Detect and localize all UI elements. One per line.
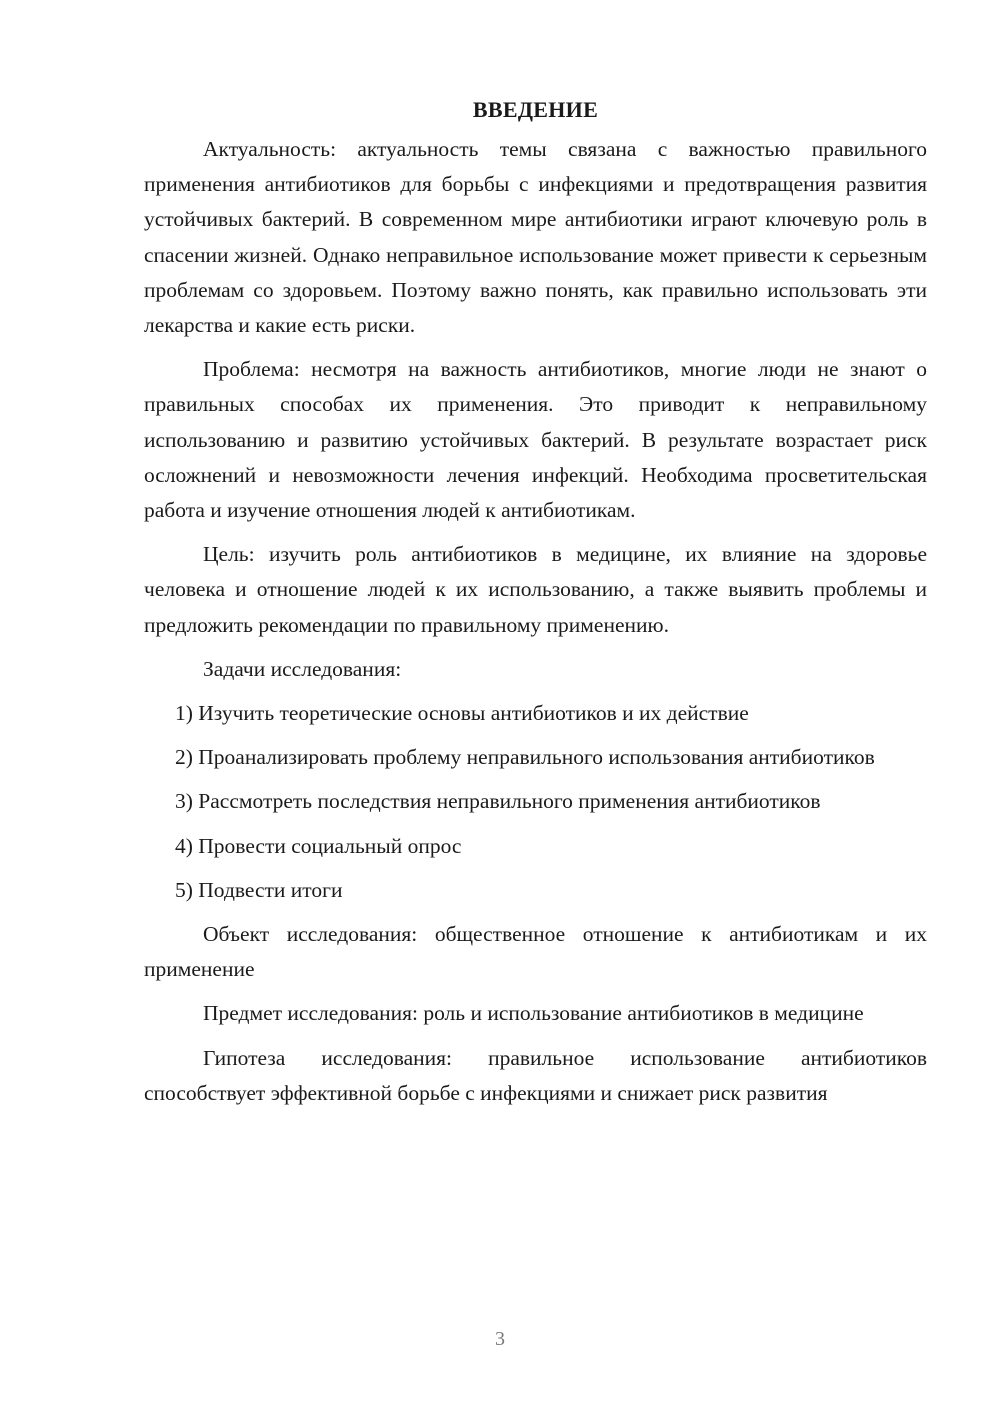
paragraph-subject: Предмет исследования: роль и использование антибиотиков в медицине (203, 1001, 864, 1026)
paragraph-object: Объект исследования: общественное отношение к антибиотикам и их применение (144, 922, 927, 982)
list-item: 2) Проанализировать проблему неправильного использования антибиотиков (175, 745, 875, 770)
tasks-heading: Задачи исследования: (203, 656, 402, 681)
paragraph-problem: Проблема: несмотря на важность антибиотиков, многие люди не знают о правильных способах их применения. Это приводит к неправильному использованию и развитию устойчивых бактерий. В результате возрастает риск осложнений и невозможности лечения инфекций. Необходима просветительская работа и изучение отношения людей к антибиотикам. (144, 357, 927, 523)
tasks-list (144, 696, 927, 908)
page-number: 3 (495, 1328, 505, 1350)
list-item: 5) Подвести итоги (175, 877, 343, 902)
paragraph-relevance: Актуальность: актуальность темы связана с важностью правильного применения антибиотиков для борьбы с инфекциями и предотвращения развития устойчивых бактерий. В современном мире антибиотики играют ключевую роль в спасении жизней. Однако неправильное использование может привести к серьезным проблемам со здоровьем. Поэтому важно понять, как правильно использовать эти лекарства и какие есть риски. (144, 137, 927, 338)
list-item: 3) Рассмотреть последствия неправильного применения антибиотиков (175, 789, 821, 814)
paragraph-goal: Цель: изучить роль антибиотиков в медицине, их влияние на здоровье человека и отношение людей к их использованию, а также выявить проблемы и предложить рекомендации по правильному применению. (144, 542, 927, 637)
document-title: ВВЕДЕНИЕ (472, 97, 599, 122)
list-item: 4) Провести социальный опрос (175, 833, 462, 858)
document-page (144, 92, 927, 1120)
paragraph-hypothesis: Гипотеза исследования: правильное использование антибиотиков способствует эффективной борьбе с инфекциями и снижает риск развития (144, 1045, 927, 1105)
list-item: 1) Изучить теоретические основы антибиотиков и их действие (175, 701, 749, 726)
